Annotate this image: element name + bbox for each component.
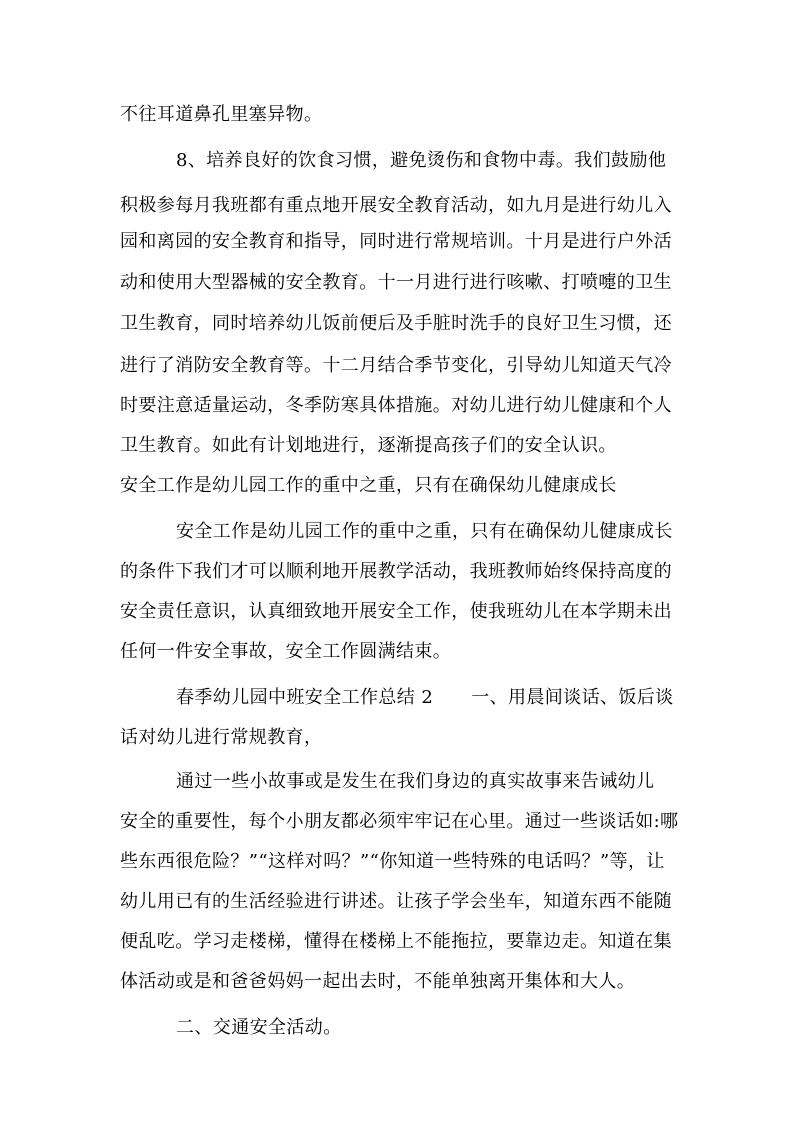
text-line: 通过一些小故事或是发生在我们身边的真实故事来告诫幼儿 — [176, 771, 655, 792]
text-line: 动和使用大型器械的安全教育。十一月进行进行咳嗽、打喷嚏的卫生 — [120, 272, 672, 293]
text-line: 进行了消防安全教育等。十二月结合季节变化，引导幼儿知道天气冷 — [120, 355, 672, 376]
text-line: 园和离园的安全教育和指导，同时进行常规培训。十月是进行户外活 — [120, 231, 672, 252]
text-line: 8、培养良好的饮食习惯，避免烫伤和食物中毒。我们鼓励他 — [176, 150, 667, 171]
text-line: 安全的重要性，每个小朋友都必须牢牢记在心里。通过一些谈话如:哪 — [120, 811, 679, 832]
section-heading: 春季幼儿园中班安全工作总结 2 — [176, 687, 434, 708]
text-line: 话对幼儿进行常规教育， — [120, 727, 323, 748]
section-heading-line — [176, 686, 674, 710]
text-line: 安全工作是幼儿园工作的重中之重，只有在确保幼儿健康成长 — [120, 475, 617, 496]
text-line: 时要注意适量运动，冬季防寒具体措施。对幼儿进行幼儿健康和个人 — [120, 395, 672, 416]
text-line: 卫生教育，同时培养幼儿饭前便后及手脏时洗手的良好卫生习惯，还 — [120, 313, 672, 334]
text-line: 些东西很危险？”“这样对吗？”“你知道一些特殊的电话吗？”等，让 — [120, 851, 665, 872]
text-line: 积极参每月我班都有重点地开展安全教育活动，如九月是进行幼儿入 — [120, 195, 672, 216]
text-line: 体活动或是和爸爸妈妈一起出去时，不能单独离开集体和大人。 — [120, 971, 636, 992]
text-line: 不往耳道鼻孔里塞异物。 — [120, 104, 323, 125]
text-line: 任何一件安全事故，安全工作圆满结束。 — [120, 641, 452, 662]
text-line: 安全工作是幼儿园工作的重中之重，只有在确保幼儿健康成长 — [176, 521, 673, 542]
text-line: 幼儿用已有的生活经验进行讲述。让孩子学会坐车，知道东西不能随 — [120, 891, 672, 912]
text-line: 的条件下我们才可以顺利地开展教学活动，我班教师始终保持高度的 — [120, 561, 672, 582]
text-line-fragment: 一、用晨间谈话、饭后谈 — [471, 687, 674, 708]
text-line: 便乱吃。学习走楼梯，懂得在楼梯上不能拖拉，要靠边走。知道在集 — [120, 931, 672, 952]
text-line: 安全责任意识，认真细致地开展安全工作，使我班幼儿在本学期未出 — [120, 601, 672, 622]
text-line: 二、交通安全活动。 — [176, 1017, 342, 1038]
text-line: 卫生教育。如此有计划地进行，逐渐提高孩子们的安全认识。 — [120, 435, 617, 456]
